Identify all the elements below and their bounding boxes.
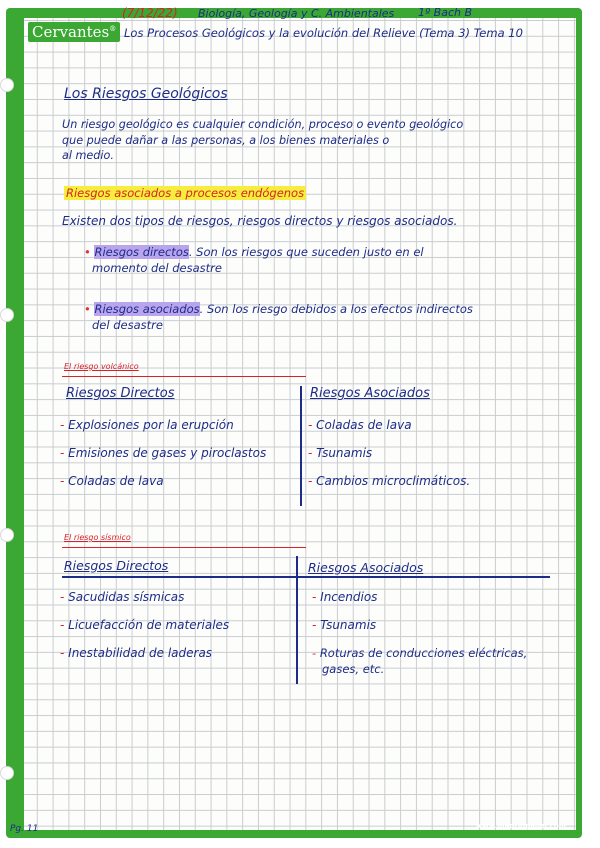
website-footer: www.madridpapel.com [475,822,566,830]
binder-hole [0,78,14,92]
bullet-asociados: • Riesgos asociados. Son los riesgo debidos a los efectos indirectos [84,302,473,316]
binder-hole [0,308,14,322]
bullet-text-cont: momento del desastre [92,261,222,275]
list-item: - Incendios [312,590,378,604]
list-item: - Inestabilidad de laderas [60,646,213,660]
seismic-col2-header: Riesgos Asociados [308,560,424,575]
binder-hole [0,528,14,542]
list-item: - Coladas de lava [308,418,412,432]
header-title: Los Procesos Geológicos y la evolución del Relieve (Tema 3) Tema 10 [124,26,523,40]
volcanic-label: El riesgo volcánico [64,362,139,371]
page-number: Pg. 11 [10,824,39,834]
table-rule [62,576,550,578]
bullet-text: Son los riesgo debidos a los efectos indirectos [206,302,473,316]
volcanic-col1-header: Riesgos Directos [66,386,175,401]
list-item-cont: gases, etc. [322,662,385,676]
section-intro: Existen dos tipos de riesgos, riesgos directos y riesgos asociados. [62,214,458,228]
bullet-text: Son los riesgos que suceden justo en el [196,245,424,259]
bullet-term: Riesgos directos [94,245,189,259]
list-item: - Roturas de conducciones eléctricas, [312,646,528,660]
section-heading: Riesgos asociados a procesos endógenos [66,186,305,200]
list-item: - Explosiones por la erupción [60,418,234,432]
binder-hole [0,766,14,780]
table-divider [300,386,302,506]
table-divider [296,556,298,684]
list-item: - Tsunamis [308,446,373,460]
definition-line-2: que puede dañar a las personas, a los bienes materiales o [62,134,390,147]
list-item: - Cambios microclimáticos. [308,474,471,488]
header-course: 1º Bach B [418,6,473,19]
page-title: Los Riesgos Geológicos [64,86,228,102]
bullet-term: Riesgos asociados [94,302,200,316]
definition-line-3: al medio. [62,149,114,162]
header-subjects: Biología, Geología y C. Ambientales [198,7,395,20]
seismic-label: El riesgo sísmico [64,533,131,542]
list-item: - Emisiones de gases y piroclastos [60,446,267,460]
definition-line-1: Un riesgo geológico es cualquier condición, proceso o evento geológico [62,118,464,131]
list-item: - Sacudidas sísmicas [60,590,185,604]
list-item: - Tsunamis [312,618,377,632]
divider [62,547,306,548]
divider [62,376,306,377]
list-item: - Licuefacción de materiales [60,618,230,632]
seismic-col1-header: Riesgos Directos [64,558,169,573]
list-item: - Coladas de lava [60,474,164,488]
bullet-directos: • Riesgos directos. Son los riesgos que suceden justo en el [84,245,424,259]
volcanic-col2-header: Riesgos Asociados [310,386,430,401]
brand-logo: Cervantes® [28,22,120,42]
bullet-text-cont: del desastre [92,318,163,332]
header-date: (7/12/22) [122,6,178,20]
